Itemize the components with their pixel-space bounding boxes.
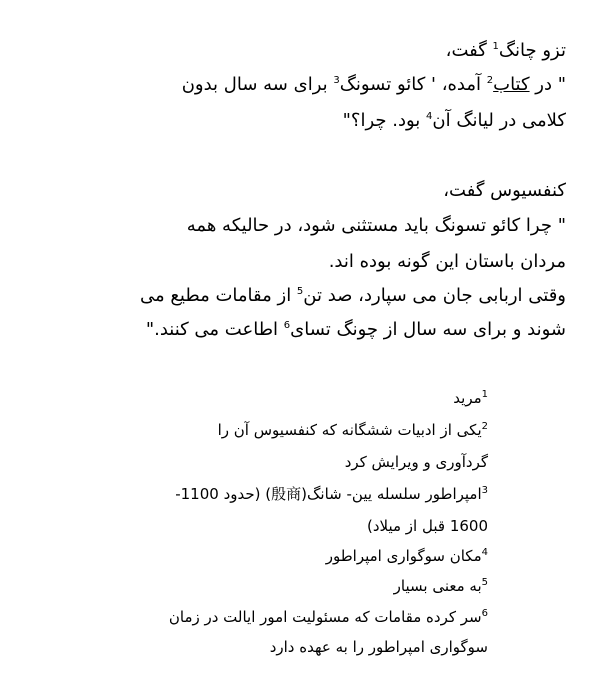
text: از مقامات مطیع می	[139, 285, 297, 306]
footnote-ref: 6	[283, 320, 291, 331]
footnote-6	[169, 607, 488, 627]
footnote-number: 4	[481, 547, 488, 558]
text: تزو چانگ	[498, 40, 566, 61]
dialogue2-line3: مردان باستان این گونه بوده اند.	[328, 251, 566, 272]
dialogue1-line1	[446, 40, 566, 62]
footnote-3-cont: 1600 قبل از میلاد)	[366, 517, 488, 535]
footnote-text: یکی از ادبیات ششگانه که کنفسیوس آن را	[217, 421, 482, 439]
footnote-3	[175, 484, 488, 504]
footnote-2-cont: گردآوری و ویرایش کرد	[344, 453, 488, 471]
footnote-text: سر کرده مقامات که مسئولیت امور ایالت در زمان	[168, 608, 482, 626]
dialogue2-line5	[146, 319, 566, 341]
footnote-number: 6	[481, 608, 488, 619]
dialogue2-line2: " چرا کائو تسونگ باید مستثنی شود، در حالیکه همه	[186, 215, 566, 236]
footnote-ref: 1	[492, 41, 499, 52]
footnote-text: به معنی بسیار	[393, 577, 482, 595]
footnote-number: 1	[481, 389, 488, 400]
text: گفت،	[445, 40, 493, 61]
dialogue1-line2	[182, 74, 566, 96]
footnote-text: امپراطور سلسله یین- شانگ(殷商) (حدود 1100-	[175, 485, 482, 503]
text: بود. چرا؟"	[342, 110, 427, 131]
footnote-number: 5	[481, 577, 488, 588]
footnote-6-cont: سوگواری امپراطور را به عهده دارد	[269, 638, 488, 656]
footnote-ref: 3	[333, 75, 340, 86]
footnote-text: مرید	[453, 389, 482, 407]
text: وقتی اربابی جان می سپارد، صد تن	[303, 285, 566, 306]
footnote-number: 2	[481, 421, 488, 432]
text: اطاعت می کنند."	[145, 319, 284, 340]
footnote-5	[394, 576, 488, 596]
text: کلامی در لیانگ آن	[432, 110, 566, 131]
text: شوند و برای سه سال از چونگ تسای	[290, 319, 566, 340]
footnote-2	[218, 420, 488, 440]
footnote-4	[326, 546, 488, 566]
footnote-number: 3	[481, 485, 488, 496]
footnote-1	[453, 388, 488, 408]
footnote-text: مکان سوگواری امپراطور	[325, 547, 482, 565]
dialogue2-line1: کنفسیوس گفت،	[443, 180, 566, 201]
footnote-ref: 4	[426, 111, 433, 122]
book-word: کتاب	[493, 74, 530, 95]
footnote-ref: 2	[486, 75, 494, 86]
footnote-ref: 5	[296, 286, 304, 297]
text: " در	[529, 74, 566, 95]
dialogue1-line3	[343, 110, 566, 132]
dialogue2-line4	[140, 285, 566, 307]
text: برای سه سال بدون	[181, 74, 334, 95]
text: آمده، ' کائو تسونگ	[339, 74, 487, 95]
